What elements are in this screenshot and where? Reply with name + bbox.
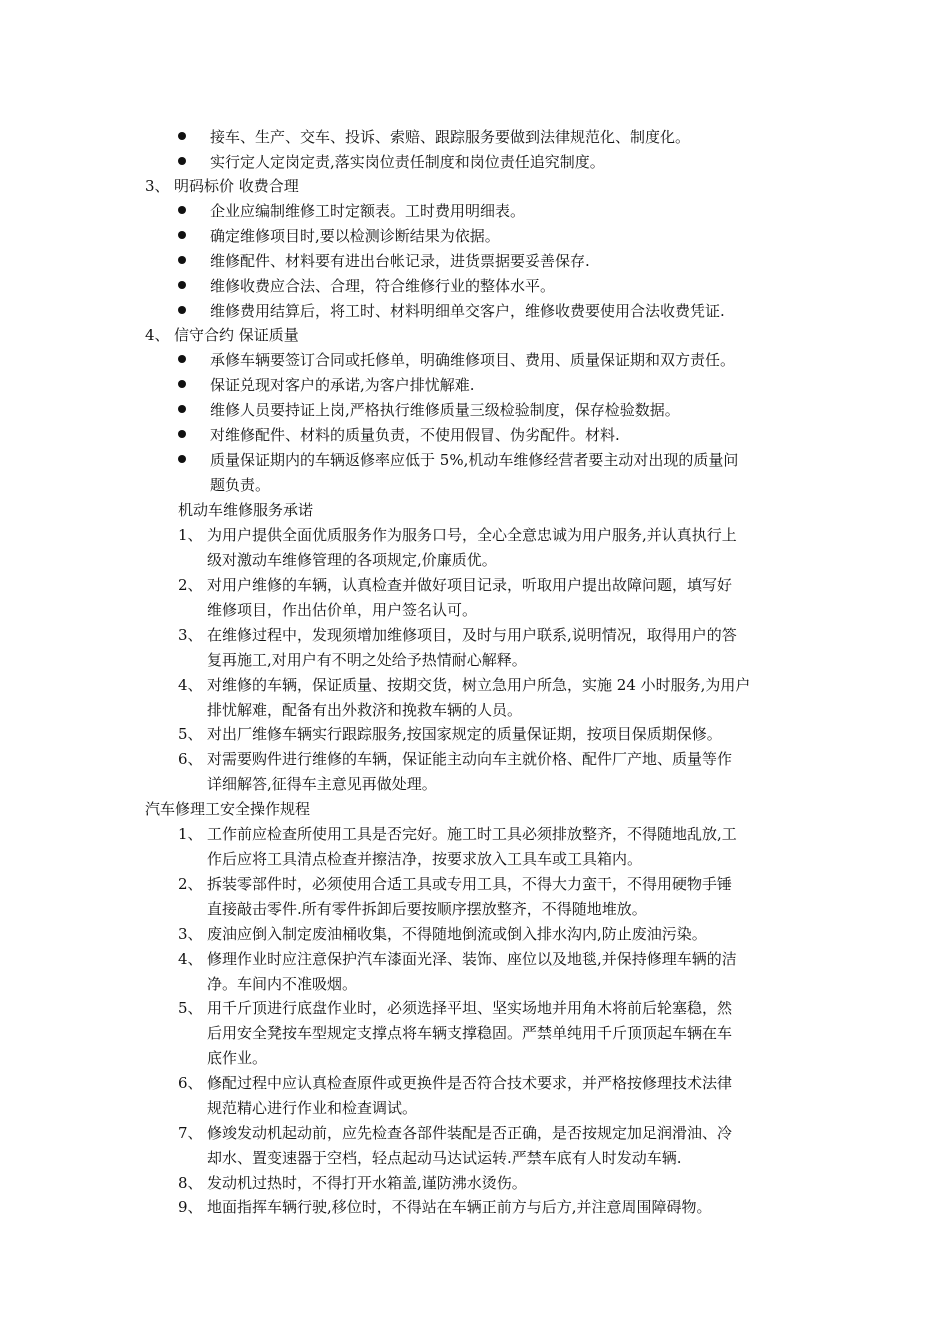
bullet-text: 对维修配件、材料的质量负责，不使用假冒、伪劣配件。材料. bbox=[210, 426, 620, 444]
bullet-text: 接车、生产、交车、投诉、索赔、跟踪服务要做到法律规范化、制度化。 bbox=[210, 128, 691, 146]
promise-title: 机动车维修服务承诺 bbox=[178, 501, 314, 519]
list-item-text: 作后应将工具清点检查并擦洁净，按要求放入工具车或工具箱内。 bbox=[207, 850, 643, 868]
bullet-icon bbox=[178, 455, 186, 463]
bullet-text: 维修配件、材料要有进出台帐记录，进货票据要妥善保存. bbox=[210, 252, 590, 270]
list-item-number: 3、 bbox=[178, 626, 203, 644]
list-item-text: 发动机过热时，不得打开水箱盖,谨防沸水烫伤。 bbox=[207, 1174, 527, 1192]
list-item-text: 排忧解难，配备有出外救济和挽救车辆的人员。 bbox=[207, 701, 523, 719]
bullet-icon bbox=[178, 157, 186, 165]
list-item-text: 复再施工,对用户有不明之处给予热情耐心解释。 bbox=[207, 651, 527, 669]
list-item-text: 修理作业时应注意保护汽车漆面光泽、装饰、座位以及地毯,并保持修理车辆的洁 bbox=[207, 950, 737, 968]
list-item-number: 7、 bbox=[178, 1124, 203, 1142]
list-item-text: 工作前应检查所使用工具是否完好。施工时工具必须排放整齐，不得随地乱放,工 bbox=[207, 825, 737, 843]
bullet-icon bbox=[178, 132, 186, 140]
list-item-number: 4、 bbox=[178, 676, 203, 694]
bullet-icon bbox=[178, 206, 186, 214]
list-item-text: 级对激动车维修管理的各项规定,价廉质优。 bbox=[207, 551, 497, 569]
list-item-text: 对需要购件进行维修的车辆，保证能主动向车主就价格、配件厂产地、质量等作 bbox=[207, 750, 733, 768]
list-item-number: 5、 bbox=[178, 725, 203, 743]
list-item-text: 为用户提供全面优质服务作为服务口号，全心全意忠诚为用户服务,并认真执行上 bbox=[207, 526, 737, 544]
list-item-text: 净。车间内不准吸烟。 bbox=[207, 975, 358, 993]
list-item-number: 1、 bbox=[178, 825, 203, 843]
list-item-number: 4、 bbox=[178, 950, 203, 968]
list-item-number: 6、 bbox=[178, 1074, 203, 1092]
list-item-text: 维修项目，作出估价单，用户签名认可。 bbox=[207, 601, 478, 619]
list-item-number: 8、 bbox=[178, 1174, 203, 1192]
section-3-number: 3、 bbox=[145, 177, 170, 195]
safety-title: 汽车修理工安全操作规程 bbox=[145, 800, 311, 818]
list-item-text: 废油应倒入制定废油桶收集，不得随地倒流或倒入排水沟内,防止废油污染。 bbox=[207, 925, 707, 943]
list-item-number: 5、 bbox=[178, 999, 203, 1017]
list-item-number: 1、 bbox=[178, 526, 203, 544]
bullet-text: 保证兑现对客户的承诺,为客户排忧解难. bbox=[210, 376, 475, 394]
section-4-number: 4、 bbox=[145, 326, 170, 344]
list-item-text: 用千斤顶进行底盘作业时，必须选择平坦、坚实场地并用角木将前后轮塞稳，然 bbox=[207, 999, 733, 1017]
list-item-text: 却水、置变速器于空档，轻点起动马达试运转.严禁车底有人时发动车辆. bbox=[207, 1149, 682, 1167]
bullet-text: 承修车辆要签订合同或托修单，明确维修项目、费用、质量保证期和双方责任。 bbox=[210, 351, 736, 369]
list-item-text: 在维修过程中，发现须增加维修项目，及时与用户联系,说明情况，取得用户的答 bbox=[207, 626, 737, 644]
list-item-number: 2、 bbox=[178, 576, 203, 594]
bullet-text-continuation: 题负责。 bbox=[210, 476, 271, 494]
bullet-text: 维修费用结算后，将工时、材料明细单交客户，维修收费要使用合法收费凭证. bbox=[210, 302, 725, 320]
list-item-text: 拆装零部件时，必须使用合适工具或专用工具，不得大力蛮干，不得用硬物手锤 bbox=[207, 875, 733, 893]
list-item-number: 9、 bbox=[178, 1198, 203, 1216]
bullet-text: 实行定人定岗定责,落实岗位责任制度和岗位责任追究制度。 bbox=[210, 153, 605, 171]
bullet-icon bbox=[178, 256, 186, 264]
bullet-icon bbox=[178, 405, 186, 413]
list-item-text: 对出厂维修车辆实行跟踪服务,按国家规定的质量保证期，按项目保质期保修。 bbox=[207, 725, 722, 743]
section-3-title: 明码标价 收费合理 bbox=[174, 177, 299, 195]
list-item-text: 对维修的车辆，保证质量、按期交货，树立急用户所急，实施 24 小时服务,为用户 bbox=[207, 676, 751, 694]
section-4-title: 信守合约 保证质量 bbox=[174, 326, 299, 344]
bullet-icon bbox=[178, 281, 186, 289]
list-item-text: 详细解答,征得车主意见再做处理。 bbox=[207, 775, 437, 793]
bullet-text: 企业应编制维修工时定额表。工时费用明细表。 bbox=[210, 202, 526, 220]
list-item-text: 地面指挥车辆行驶,移位时，不得站在车辆正前方与后方,并注意周围障碍物。 bbox=[207, 1198, 712, 1216]
list-item-number: 6、 bbox=[178, 750, 203, 768]
list-item-number: 3、 bbox=[178, 925, 203, 943]
list-item-text: 底作业。 bbox=[207, 1049, 268, 1067]
bullet-text: 维修收费应合法、合理，符合维修行业的整体水平。 bbox=[210, 277, 556, 295]
bullet-icon bbox=[178, 231, 186, 239]
bullet-text: 维修人员要持证上岗,严格执行维修质量三级检验制度，保存检验数据。 bbox=[210, 401, 680, 419]
list-item-text: 直接敲击零件.所有零件拆卸后要按顺序摆放整齐，不得随地堆放。 bbox=[207, 900, 647, 918]
list-item-text: 对用户维修的车辆，认真检查并做好项目记录，听取用户提出故障问题，填写好 bbox=[207, 576, 733, 594]
list-item-text: 修竣发动机起动前，应先检查各部件装配是否正确，是否按规定加足润滑油、冷 bbox=[207, 1124, 733, 1142]
list-item-number: 2、 bbox=[178, 875, 203, 893]
list-item-text: 规范精心进行作业和检查调试。 bbox=[207, 1099, 418, 1117]
bullet-icon bbox=[178, 430, 186, 438]
list-item-text: 修配过程中应认真检查原件或更换件是否符合技术要求，并严格按修理技术法律 bbox=[207, 1074, 733, 1092]
bullet-text: 质量保证期内的车辆返修率应低于 5%,机动车维修经营者要主动对出现的质量问 bbox=[210, 451, 739, 469]
bullet-text: 确定维修项目时,要以检测诊断结果为依据。 bbox=[210, 227, 500, 245]
bullet-icon bbox=[178, 355, 186, 363]
bullet-icon bbox=[178, 380, 186, 388]
bullet-icon bbox=[178, 306, 186, 314]
list-item-text: 后用安全凳按车型规定支撑点将车辆支撑稳固。严禁单纯用千斤顶顶起车辆在车 bbox=[207, 1024, 733, 1042]
